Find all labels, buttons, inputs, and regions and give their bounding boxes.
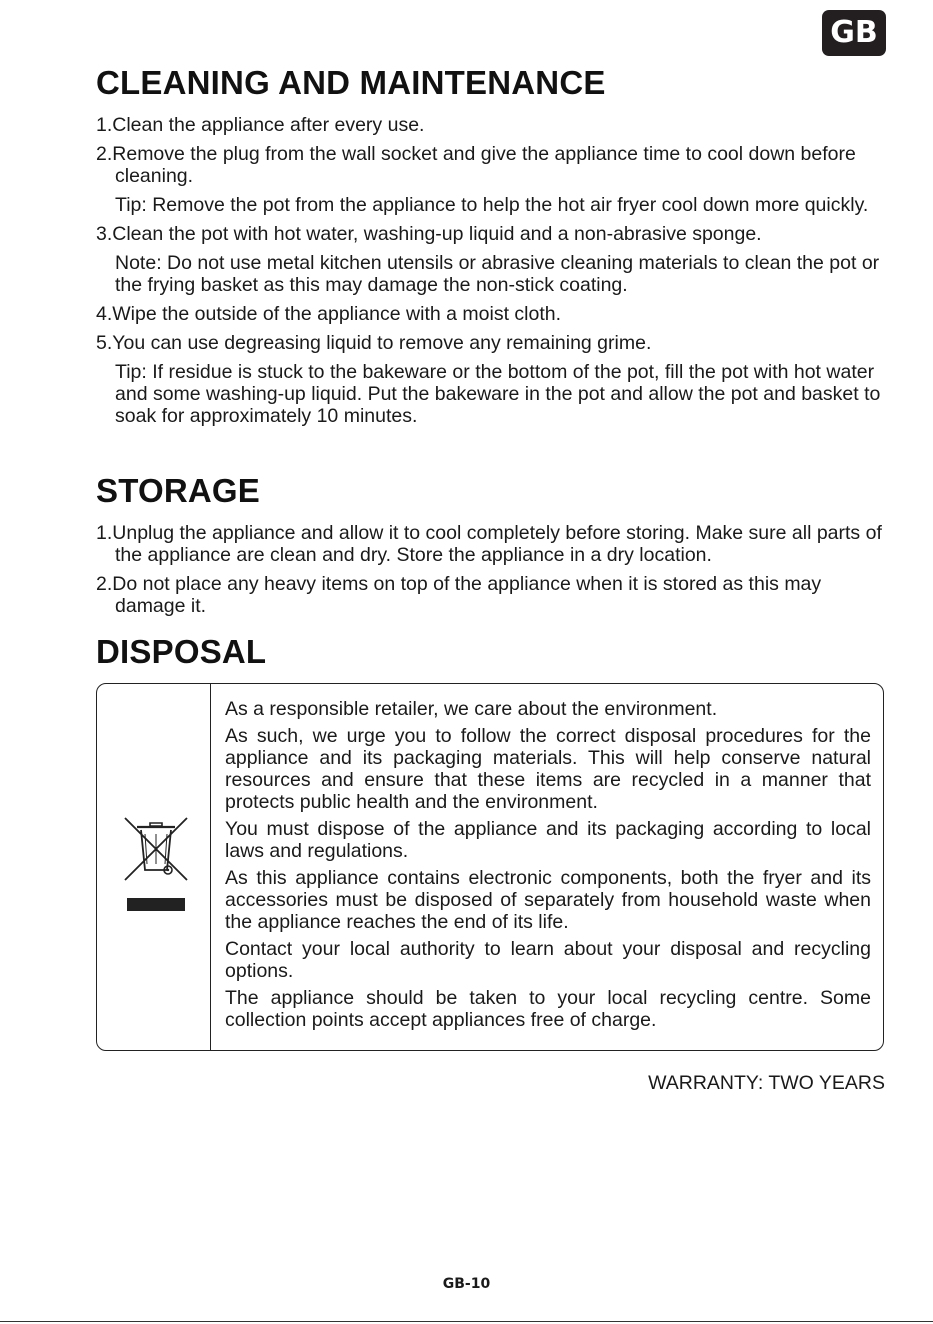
disposal-title: DISPOSAL xyxy=(96,633,267,670)
storage-list xyxy=(96,522,886,617)
storage-item: 1.Unplug the appliance and allow it to cool completely before storing. Make sure all parts of the appliance are clean and dry. Store the appliance in a dry location. xyxy=(96,522,882,566)
cleaning-item: 5.You can use degreasing liquid to remove any remaining grime. xyxy=(96,332,652,354)
warranty-text: WARRANTY: TWO YEARS xyxy=(648,1072,885,1094)
bottom-rule xyxy=(0,1321,933,1322)
disposal-section xyxy=(96,633,886,671)
cleaning-title: CLEANING AND MAINTENANCE xyxy=(96,64,606,101)
storage-title: STORAGE xyxy=(96,472,260,509)
storage-item: 2.Do not place any heavy items on top of the appliance when it is stored as this may damage it. xyxy=(96,573,822,617)
cleaning-item: 2.Remove the plug from the wall socket and give the appliance time to cool down before cleaning. xyxy=(96,143,856,187)
disposal-paragraph: As such, we urge you to follow the correct disposal procedures for the appliance and its packaging materials. This will help conserve natural resources and ensure that these items are recycled in a manner that protects public health and the environment. xyxy=(225,725,871,813)
cleaning-list xyxy=(96,114,886,427)
cleaning-item: 1.Clean the appliance after every use. xyxy=(96,114,425,136)
box-divider xyxy=(210,684,211,1050)
disposal-paragraph: As a responsible retailer, we care about the environment. xyxy=(225,698,718,720)
disposal-box xyxy=(96,683,884,1051)
cleaning-note: Tip: If residue is stuck to the bakeware or the bottom of the pot, fill the pot with hot water and some washing-up liquid. Put the bakeware in the pot and allow the pot and basket to soak for approximately 10 minutes. xyxy=(115,361,881,427)
storage-section xyxy=(96,472,886,624)
language-badge: GB xyxy=(822,10,886,56)
disposal-paragraph: The appliance should be taken to your local recycling centre. Some collection points accept appliances free of charge. xyxy=(225,987,871,1031)
disposal-paragraph: As this appliance contains electronic components, both the fryer and its accessories must be disposed of separately from household waste when the appliance reaches the end of its life. xyxy=(225,867,871,933)
disposal-paragraph: You must dispose of the appliance and its packaging according to local laws and regulations. xyxy=(225,818,871,862)
cleaning-section xyxy=(96,64,886,434)
disposal-paragraph: Contact your local authority to learn about your disposal and recycling options. xyxy=(225,938,871,982)
cleaning-item: 4.Wipe the outside of the appliance with a moist cloth. xyxy=(96,303,562,325)
page-number: GB-10 xyxy=(442,1276,491,1292)
cleaning-item: 3.Clean the pot with hot water, washing-up liquid and a non-abrasive sponge. xyxy=(96,223,762,245)
weee-crossed-bin-icon xyxy=(123,814,189,914)
cleaning-note: Note: Do not use metal kitchen utensils or abrasive cleaning materials to clean the pot or the frying basket as this may damage the non-stick coating. xyxy=(115,252,880,296)
disposal-text xyxy=(225,698,871,1036)
cleaning-note: Tip: Remove the pot from the appliance to help the hot air fryer cool down more quickly. xyxy=(115,194,869,216)
